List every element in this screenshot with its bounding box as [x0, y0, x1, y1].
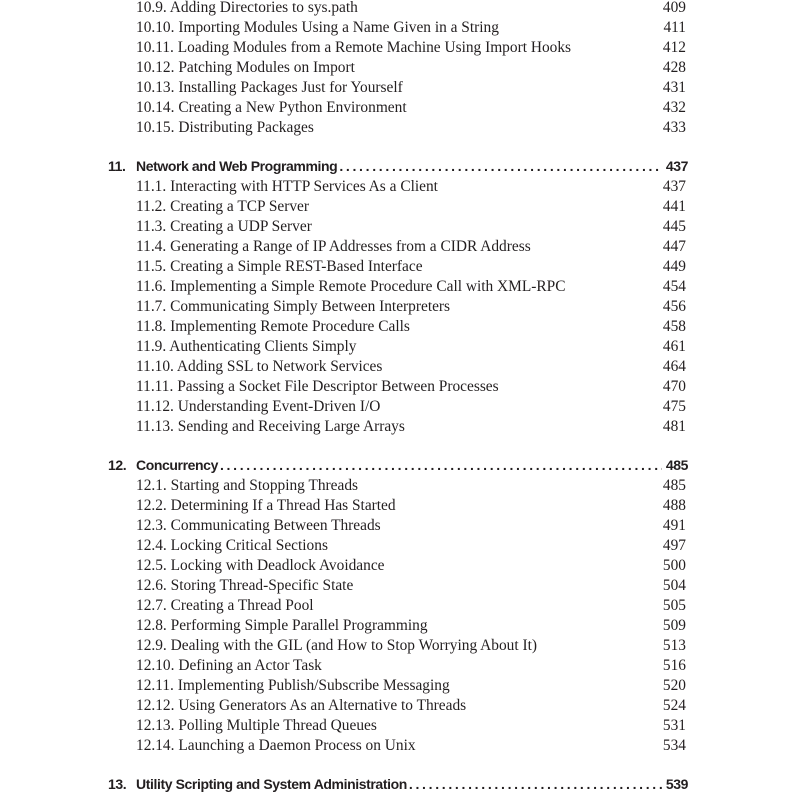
toc-entry-text: Locking with Deadlock Avoidance — [170, 557, 385, 574]
toc-entry-number: 12.9. — [136, 637, 167, 654]
toc-entry[interactable] — [136, 417, 688, 437]
toc-entry-page-number: 470 — [662, 378, 686, 395]
toc-entry-title — [136, 556, 384, 576]
toc-entry-text: Dealing with the GIL (and How to Stop Worrying About It) — [170, 637, 538, 654]
toc-entry-number: 11.2. — [136, 198, 167, 215]
toc-entry[interactable] — [136, 58, 688, 78]
toc-entry-text: Implementing Publish/Subscribe Messaging — [177, 677, 450, 694]
toc-entry-number: 11.12. — [136, 398, 174, 415]
toc-entry[interactable] — [136, 357, 688, 377]
toc-entry-number: 11.4. — [136, 238, 167, 255]
toc-entry-number: 11.13. — [136, 418, 174, 435]
toc-entry[interactable] — [136, 217, 688, 237]
toc-entry[interactable] — [136, 98, 688, 118]
toc-entry[interactable] — [136, 696, 688, 716]
dot-leader — [339, 156, 662, 176]
toc-entry-page-number: 432 — [662, 99, 686, 116]
toc-entry-number: 11.1. — [136, 178, 167, 195]
toc-entry-page-number: 411 — [663, 19, 686, 36]
toc-entry-number: 10.14. — [136, 99, 175, 116]
toc-entry-page-number: 509 — [662, 617, 686, 634]
chapter-heading[interactable] — [108, 455, 688, 475]
toc-entry-text: Generating a Range of IP Addresses from a CIDR Address — [170, 238, 531, 255]
toc-entry[interactable] — [136, 0, 688, 18]
toc-entry[interactable] — [136, 337, 688, 357]
toc-entry-number: 12.1. — [136, 477, 167, 494]
toc-entry-text: Adding Directories to sys.path — [169, 0, 358, 16]
toc-entry-text: Interacting with HTTP Services As a Client — [170, 178, 438, 195]
toc-entry-text: Implementing a Simple Remote Procedure Call with XML-RPC — [170, 278, 566, 295]
toc-entry-title — [136, 397, 380, 417]
chapter-number: 13. — [108, 776, 127, 792]
toc-entry-title — [136, 656, 322, 676]
toc-entry[interactable] — [136, 38, 688, 58]
toc-entry-text: Communicating Simply Between Interpreters — [170, 298, 451, 315]
toc-entry-page-number: 464 — [662, 358, 686, 375]
toc-entry-number: 11.9. — [136, 338, 167, 355]
toc-entry-number: 12.12. — [136, 697, 175, 714]
toc-entry-page-number: 456 — [662, 298, 686, 315]
toc-entry-title — [136, 476, 358, 496]
toc-entry-number: 10.11. — [136, 39, 174, 56]
toc-entry-text: Adding SSL to Network Services — [176, 358, 383, 375]
toc-entry[interactable] — [136, 656, 688, 676]
toc-entry-number: 11.5. — [136, 258, 167, 275]
toc-entry[interactable] — [136, 177, 688, 197]
toc-entry-title — [136, 377, 499, 397]
toc-entry-text: Authenticating Clients Simply — [169, 338, 357, 355]
toc-entry-page-number: 531 — [662, 717, 686, 734]
toc-entry-title — [136, 496, 396, 516]
toc-entry-title — [136, 58, 355, 78]
toc-entry-number: 11.11. — [136, 378, 174, 395]
toc-entry-page-number: 516 — [662, 657, 686, 674]
toc-entry-text: Understanding Event-Driven I/O — [177, 398, 381, 415]
toc-entry-number: 12.2. — [136, 497, 167, 514]
toc-entry-number: 12.13. — [136, 717, 175, 734]
toc-entry[interactable] — [136, 516, 688, 536]
toc-entry[interactable] — [136, 118, 688, 138]
toc-entry[interactable] — [136, 257, 688, 277]
toc-entry-text: Determining If a Thread Has Started — [170, 497, 396, 514]
toc-entry-number: 11.3. — [136, 218, 167, 235]
chapter-number: 11. — [108, 158, 126, 174]
toc-entry-text: Patching Modules on Import — [178, 59, 355, 76]
toc-entry-page-number: 412 — [662, 39, 686, 56]
toc-entry-text: Starting and Stopping Threads — [170, 477, 359, 494]
toc-entry-page-number: 454 — [662, 278, 686, 295]
toc-entry-number: 12.5. — [136, 557, 167, 574]
toc-entry-title — [136, 357, 382, 377]
toc-entry-text: Creating a New Python Environment — [178, 99, 407, 116]
toc-entry-number: 10.15. — [136, 119, 175, 136]
toc-entry[interactable] — [136, 576, 688, 596]
toc-entry-page-number: 409 — [662, 0, 686, 16]
toc-entry-number: 10.10. — [136, 19, 175, 36]
toc-entry-page-number: 431 — [662, 79, 686, 96]
toc-entry-page-number: 491 — [662, 517, 686, 534]
toc-entry-text: Importing Modules Using a Name Given in a String — [178, 19, 499, 36]
toc-entry[interactable] — [136, 197, 688, 217]
toc-entry-title — [136, 576, 353, 596]
toc-entry-page-number: 441 — [662, 198, 686, 215]
toc-entry-page-number: 433 — [662, 119, 686, 136]
dot-leader — [409, 774, 662, 794]
toc-entry[interactable] — [136, 556, 688, 576]
toc-entry-number: 12.3. — [136, 517, 167, 534]
toc-entry-number: 11.7. — [136, 298, 167, 315]
chapter-page-number: 539 — [665, 776, 688, 792]
toc-entry-title — [136, 38, 571, 58]
toc-entry-page-number: 461 — [662, 338, 686, 355]
toc-entry-text: Launching a Daemon Process on Unix — [178, 737, 416, 754]
toc-entry-page-number: 449 — [662, 258, 686, 275]
toc-entry[interactable] — [136, 676, 688, 696]
toc-entry-page-number: 437 — [662, 178, 686, 195]
toc-entry-text: Creating a UDP Server — [170, 218, 312, 235]
toc-entry-number: 12.14. — [136, 737, 175, 754]
toc-entry-number: 11.10. — [136, 358, 174, 375]
toc-entry-title — [136, 0, 358, 18]
chapter-page-number: 485 — [665, 457, 688, 473]
toc-entry-text: Communicating Between Threads — [170, 517, 381, 534]
toc-entry-text: Using Generators As an Alternative to Threads — [178, 697, 467, 714]
toc-entry-title — [136, 277, 565, 297]
toc-entry[interactable] — [136, 377, 688, 397]
toc-entry-number: 12.11. — [136, 677, 174, 694]
toc-entry-title — [136, 217, 312, 237]
toc-entry-title — [136, 596, 314, 616]
toc-entry-title — [136, 636, 537, 656]
toc-entry-number: 12.10. — [136, 657, 175, 674]
toc-entry-text: Storing Thread-Specific State — [170, 577, 354, 594]
toc-entry-text: Locking Critical Sections — [170, 537, 328, 554]
toc-entry[interactable] — [136, 636, 688, 656]
toc-entry-text: Installing Packages Just for Yourself — [178, 79, 403, 96]
toc-entry-text: Polling Multiple Thread Queues — [178, 717, 377, 734]
toc-entry-title — [136, 197, 309, 217]
toc-entry[interactable] — [136, 536, 688, 556]
dot-leader — [220, 455, 662, 475]
toc-entry-page-number: 488 — [662, 497, 686, 514]
toc-entry-text: Creating a TCP Server — [170, 198, 309, 215]
toc-entry-page-number: 475 — [662, 398, 686, 415]
toc-entry-page-number: 428 — [662, 59, 686, 76]
toc-entry-page-number: 534 — [662, 737, 686, 754]
toc-entry-title — [136, 177, 438, 197]
chapter-title: Concurrency — [136, 457, 218, 473]
toc-entry-page-number: 524 — [662, 697, 686, 714]
toc-entry-number: 10.12. — [136, 59, 175, 76]
toc-entry[interactable] — [136, 18, 688, 38]
chapter-heading[interactable] — [108, 774, 688, 794]
toc-entry[interactable] — [136, 596, 688, 616]
toc-entry-title — [136, 98, 407, 118]
toc-entry-title — [136, 736, 416, 756]
chapter-page-number: 437 — [665, 158, 688, 174]
toc-entry-number: 12.8. — [136, 617, 167, 634]
toc-entry-title — [136, 676, 450, 696]
toc-entry[interactable] — [136, 297, 688, 317]
toc-entry-number: 11.8. — [136, 318, 167, 335]
toc-entry-page-number: 497 — [662, 537, 686, 554]
chapter-title: Utility Scripting and System Administration — [136, 776, 407, 792]
toc-entry[interactable] — [136, 736, 688, 756]
toc-entry[interactable] — [136, 496, 688, 516]
chapter-title: Network and Web Programming — [136, 158, 338, 174]
toc-entry-text: Implementing Remote Procedure Calls — [170, 318, 410, 335]
toc-entry-page-number: 513 — [662, 637, 686, 654]
toc-entry-title — [136, 516, 381, 536]
toc-entry[interactable] — [136, 716, 688, 736]
toc-entry-number: 10.13. — [136, 79, 175, 96]
toc-entry-number: 12.4. — [136, 537, 167, 554]
toc-entry-title — [136, 78, 403, 98]
toc-entry-title — [136, 118, 314, 138]
chapter-heading[interactable] — [108, 156, 688, 176]
toc-entry-page-number: 458 — [662, 318, 686, 335]
toc-entry[interactable] — [136, 397, 688, 417]
toc-entry-title — [136, 337, 356, 357]
toc-entry-number: 12.6. — [136, 577, 167, 594]
toc-entry-title — [136, 317, 410, 337]
toc-entry-title — [136, 696, 466, 716]
toc-entry-page-number: 504 — [662, 577, 686, 594]
toc-entry-title — [136, 616, 428, 636]
toc-entry-page-number: 520 — [662, 677, 686, 694]
toc-entry[interactable] — [136, 237, 688, 257]
toc-entry[interactable] — [136, 277, 688, 297]
toc-entry-page-number: 505 — [662, 597, 686, 614]
toc-entry-number: 12.7. — [136, 597, 167, 614]
toc-entry-page-number: 500 — [662, 557, 686, 574]
toc-entry-title — [136, 536, 328, 556]
toc-entry-title — [136, 237, 531, 257]
toc-entry-page-number: 447 — [662, 238, 686, 255]
chapter-number: 12. — [108, 457, 127, 473]
toc-entry-text: Defining an Actor Task — [178, 657, 322, 674]
toc-entry-page-number: 485 — [662, 477, 686, 494]
toc-entry-number: 11.6. — [136, 278, 167, 295]
toc-entry[interactable] — [136, 616, 688, 636]
toc-entry-title — [136, 257, 423, 277]
toc-entry-title — [136, 716, 377, 736]
toc-entry-page-number: 445 — [662, 218, 686, 235]
toc-entry-text: Distributing Packages — [178, 119, 314, 136]
toc-entry-title — [136, 297, 450, 317]
toc-entry[interactable] — [136, 476, 688, 496]
toc-entry[interactable] — [136, 317, 688, 337]
toc-entry-text: Creating a Thread Pool — [170, 597, 314, 614]
toc-entry-page-number: 481 — [662, 418, 686, 435]
toc-entry-text: Creating a Simple REST-Based Interface — [170, 258, 423, 275]
toc-entry-text: Performing Simple Parallel Programming — [170, 617, 428, 634]
toc-entry-text: Passing a Socket File Descriptor Between Processes — [177, 378, 499, 395]
toc-entry-text: Sending and Receiving Large Arrays — [177, 418, 405, 435]
toc-entry-title — [136, 417, 405, 437]
toc-entry-number: 10.9. — [136, 0, 167, 16]
toc-entry-title — [136, 18, 499, 38]
toc-entry[interactable] — [136, 78, 688, 98]
toc-entry-text: Loading Modules from a Remote Machine Using Import Hooks — [177, 39, 572, 56]
